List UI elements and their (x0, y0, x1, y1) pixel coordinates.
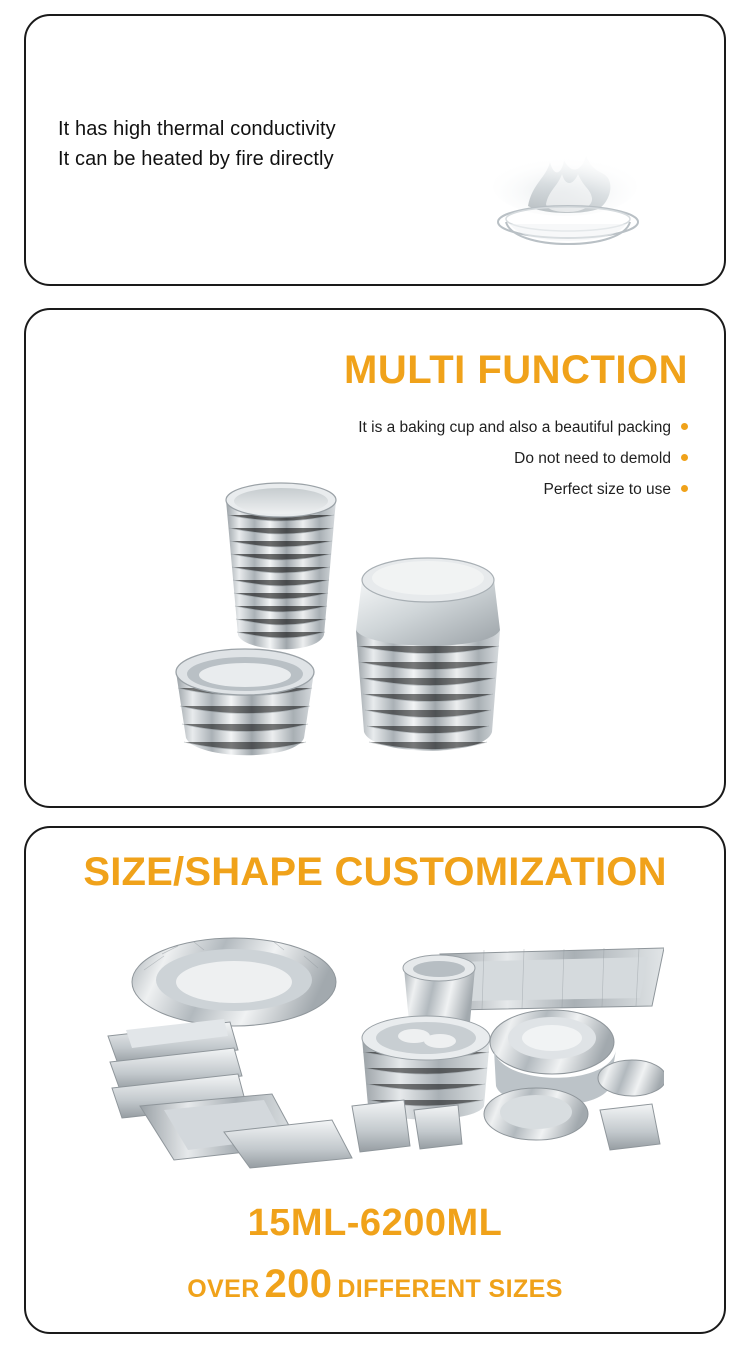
volume-range-text: 15ML-6200ML (247, 1202, 503, 1244)
multi-function-title: MULTI FUNCTION (344, 348, 688, 392)
thermal-line-1: It has high thermal conductivity (58, 118, 336, 140)
sizes-number: 200 (264, 1262, 333, 1306)
lidded-cup-stack (356, 558, 500, 751)
thermal-line-2: It can be heated by fire directly (58, 148, 334, 170)
sizes-prefix: OVER (187, 1275, 260, 1303)
stacked-foil-baking-cups-image (166, 460, 596, 780)
thermal-conductivity-card (24, 14, 726, 286)
bullet-text: Do not need to demold (514, 450, 671, 467)
assorted-foil-containers-image (104, 910, 664, 1170)
bullet-dot-icon (681, 485, 688, 492)
loaf-pan-group (140, 1094, 352, 1168)
sizes-suffix: DIFFERENT SIZES (337, 1275, 563, 1303)
foil-tray-with-flame-icon (450, 144, 680, 254)
list-item (358, 412, 688, 443)
bullet-dot-icon (681, 454, 688, 461)
open-foil-cup (176, 649, 314, 755)
size-shape-title: SIZE/SHAPE CUSTOMIZATION (83, 850, 667, 894)
thermal-text-block (58, 114, 336, 174)
bullet-dot-icon (681, 423, 688, 430)
bullet-text: It is a baking cup and also a beautiful packing (358, 419, 671, 436)
oval-roaster-tray (132, 938, 336, 1026)
size-shape-customization-card (24, 826, 726, 1334)
sizes-count-text (26, 1262, 724, 1307)
bullet-text: Perfect size to use (543, 481, 671, 498)
tall-cup-stack (226, 483, 336, 649)
multi-function-card (24, 308, 726, 808)
